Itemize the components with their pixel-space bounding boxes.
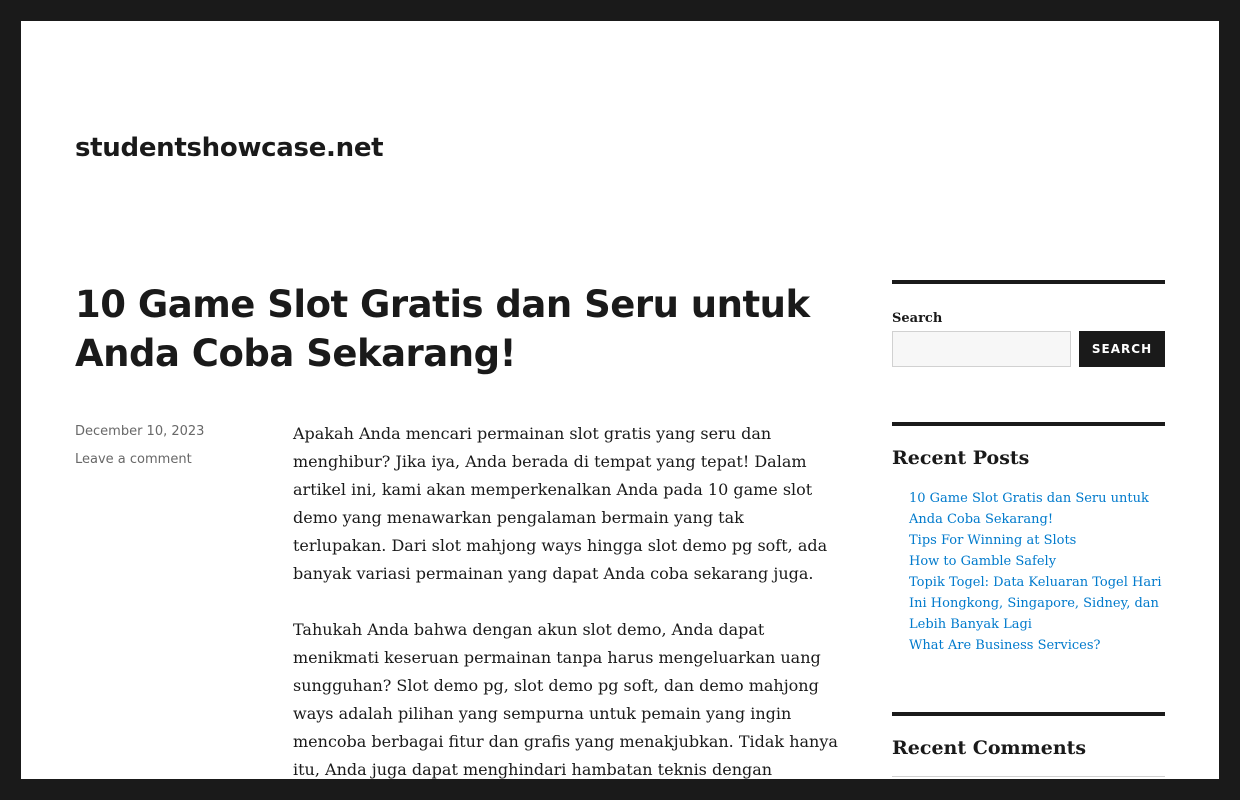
recent-comments-title: Recent Comments: [892, 737, 1087, 759]
page-container: [21, 21, 1219, 779]
search-label: Search: [892, 311, 943, 326]
entry-content: [293, 420, 841, 779]
recent-post-link[interactable]: 10 Game Slot Gratis dan Seru untuk Anda Coba Sekarang!: [909, 491, 1149, 527]
recent-post-link[interactable]: What Are Business Services?: [909, 638, 1101, 653]
recent-posts-list: [892, 488, 1165, 656]
post-date[interactable]: December 10, 2023: [75, 424, 205, 439]
recent-posts-title: Recent Posts: [892, 447, 1030, 469]
recent-post-link[interactable]: Tips For Winning at Slots: [909, 533, 1077, 548]
paragraph: Apakah Anda mencari permainan slot gratis yang seru dan menghibur? Jika iya, Anda berada di tempat yang tepat! Dalam artikel ini, kami akan memperkenalkan Anda pada 10 game slot demo yang menawarkan pengalaman bermain yang tak terlupakan. Dari slot mahjong ways hingga slot demo pg soft, ada banyak variasi permainan yang dapat Anda coba sekarang juga.: [293, 424, 828, 583]
entry-meta: [75, 423, 204, 479]
search-widget: [892, 280, 1165, 367]
recent-comments-widget: [892, 712, 1165, 762]
site-title[interactable]: studentshowcase.net: [75, 133, 384, 163]
sidebar: [892, 280, 1165, 762]
leave-comment-link[interactable]: Leave a comment: [75, 452, 192, 467]
post-title[interactable]: 10 Game Slot Gratis dan Seru untuk Anda Coba Sekarang!: [75, 283, 810, 375]
recent-post-link[interactable]: How to Gamble Safely: [909, 554, 1057, 569]
recent-post-link[interactable]: Topik Togel: Data Keluaran Togel Hari Ini Hongkong, Singapore, Sidney, dan Lebih Banyak Lagi: [909, 575, 1162, 632]
recent-posts-widget: [892, 422, 1165, 656]
search-form: [892, 331, 1165, 367]
search-button[interactable]: SEARCH: [1079, 331, 1165, 367]
search-input[interactable]: [892, 331, 1071, 367]
paragraph: Tahukah Anda bahwa dengan akun slot demo, Anda dapat menikmati keseruan permainan tanpa harus mengeluarkan uang sungguhan? Slot demo pg, slot demo pg soft, dan demo mahjong ways adalah pilihan yang sempurna untuk pemain yang ingin mencoba berbagai fitur dan grafis yang menakjubkan. Tidak hanya itu, Anda juga dapat menghindari hambatan teknis dengan: [293, 620, 838, 779]
divider: [892, 776, 1165, 777]
